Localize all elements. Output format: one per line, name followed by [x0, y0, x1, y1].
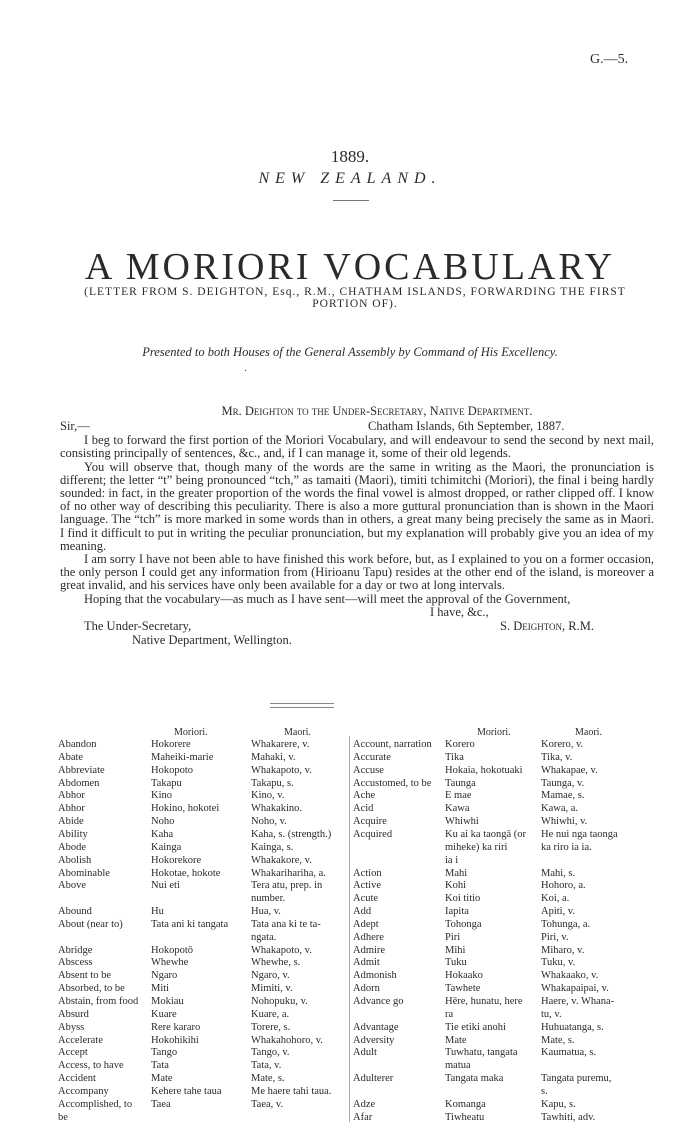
maori-word: Kapu, s. — [541, 1098, 576, 1110]
letter-heading: Mr. Deighton to the Under-Secretary, Native Department. — [221, 404, 533, 418]
moriori-word: E mae — [445, 790, 472, 802]
english-word: Adulterer — [353, 1073, 394, 1085]
maori-word: Mahaki, v. — [251, 751, 296, 763]
header-maori: Maori. — [575, 727, 602, 738]
section-divider — [270, 703, 334, 708]
english-word: Abdomen — [58, 777, 100, 789]
moriori-word: Hokorekore — [151, 854, 202, 866]
maori-word: Whakahohoro, v. — [251, 1034, 323, 1046]
english-word: Adze — [353, 1098, 376, 1110]
moriori-word: Whewhe — [151, 957, 189, 969]
english-word: Admit — [353, 957, 380, 969]
maori-word: Whakakore, v. — [251, 854, 312, 866]
maori-word: Mimiti, v. — [251, 983, 293, 995]
moriori-word: Tangata maka — [445, 1073, 504, 1085]
moriori-word: Kainga — [151, 841, 182, 853]
maori-word: Haere, v. Whana- — [541, 996, 615, 1007]
english-word: Adept — [353, 918, 379, 930]
english-word: Advantage — [353, 1021, 399, 1033]
moriori-word: Tuku — [445, 957, 467, 969]
maori-word: Tohunga, a. — [541, 918, 591, 930]
moriori-word: Mokiau — [151, 996, 184, 1007]
moriori-word: Mahi — [445, 867, 468, 879]
header-moriori: Moriori. — [477, 727, 511, 738]
english-word: Adversity — [353, 1034, 395, 1046]
maori-word: Tata, v. — [251, 1060, 282, 1072]
maori-word: number. — [251, 893, 286, 905]
moriori-word: Maheiki-marie — [151, 751, 214, 763]
divider — [333, 200, 369, 201]
maori-word: Tika, v. — [541, 751, 573, 763]
english-word: Acquire — [353, 816, 387, 828]
moriori-word: Hēre, hunatu, here — [445, 996, 523, 1007]
english-word: Accustomed, to be — [353, 777, 432, 789]
moriori-word: Mihi — [445, 944, 466, 956]
maori-word: s. — [541, 1085, 548, 1097]
moriori-word: Taea — [151, 1098, 171, 1110]
english-word: Adhere — [353, 931, 384, 943]
moriori-word: Mate — [445, 1034, 467, 1046]
maori-word: Kino, v. — [251, 790, 285, 802]
english-word: Acid — [353, 803, 374, 815]
maori-word: Hohoro, a. — [541, 880, 586, 892]
moriori-word: matua — [445, 1060, 471, 1072]
english-word: Admonish — [353, 970, 397, 982]
moriori-word: Kino — [151, 790, 172, 802]
moriori-word: Hokaako — [445, 970, 483, 982]
salutation: Sir,— — [60, 419, 90, 434]
moriori-word: Korero — [445, 739, 475, 750]
moriori-word: Whiwhi — [445, 816, 479, 828]
maori-word: Whakarere, v. — [251, 739, 310, 750]
country-heading: NEW ZEALAND. — [258, 170, 442, 187]
moriori-word: Tohonga — [445, 918, 482, 930]
presented-line: Presented to both Houses of the General Assembly by Command of His Excellency. — [142, 345, 558, 359]
subtitle: (LETTER FROM S. DEIGHTON, Esq., R.M., CHATHAM ISLANDS, FORWARDING THE FIRST PORTION OF). — [84, 286, 626, 310]
letter-salutation-line — [60, 420, 654, 434]
maori-word: Ngaro, v. — [251, 970, 290, 982]
english-word: Abide — [58, 816, 84, 828]
moriori-word: Piri — [445, 931, 461, 943]
maori-word: Noho, v. — [251, 816, 287, 828]
moriori-word: Tie etiki anohi — [445, 1021, 506, 1033]
letter-signoff — [60, 606, 654, 648]
english-word: be — [58, 1111, 68, 1123]
english-word: Abhor — [58, 790, 85, 802]
maori-word: Hua, v. — [251, 906, 281, 918]
letter-paragraph: Hoping that the vocabulary—as much as I have sent—will meet the approval of the Government, — [84, 591, 571, 606]
maori-word: Tangata puremu, — [541, 1073, 612, 1085]
maori-word: Taunga, v. — [541, 777, 585, 789]
moriori-word: Tata — [151, 1060, 169, 1072]
english-word: Above — [58, 880, 86, 892]
moriori-word: Kuare — [151, 1008, 177, 1020]
maori-word: Whewhe, s. — [251, 957, 301, 969]
maori-word: Piri, v. — [541, 931, 569, 943]
english-word: Abandon — [58, 739, 97, 750]
decorative-dot: · — [244, 366, 248, 377]
english-word: Acquired — [353, 828, 393, 840]
maori-word: Whakapoto, v. — [251, 944, 312, 956]
moriori-word: Komanga — [445, 1098, 486, 1110]
maori-word: Whiwhi, v. — [541, 816, 588, 828]
maori-word: Nohopuku, v. — [251, 996, 308, 1007]
moriori-word: Nui eti — [151, 880, 180, 892]
english-word: Abscess — [58, 957, 93, 969]
moriori-word: Noho — [151, 816, 175, 828]
english-word: Accomplished, to — [58, 1098, 133, 1110]
english-word: Abridge — [58, 944, 93, 956]
maori-word: Whakapaipai, v. — [541, 983, 609, 995]
maori-word: Mate, s. — [251, 1073, 285, 1085]
moriori-word: Miti — [151, 983, 170, 995]
moriori-word: Tawhete — [445, 983, 481, 995]
moriori-word: miheke) ka riri — [445, 841, 508, 853]
maori-word: Kaha, s. (strength.) — [251, 828, 332, 840]
moriori-word: Hokopoto — [151, 764, 193, 776]
maori-word: Tera atu, prep. in — [251, 880, 323, 892]
header-maori: Maori. — [284, 727, 311, 738]
moriori-word: Hokorere — [151, 739, 191, 750]
moriori-word: Hokino, hokotei — [151, 803, 220, 815]
maori-word: Miharo, v. — [541, 944, 585, 956]
maori-word: Huhuatanga, s. — [541, 1021, 604, 1033]
english-word: Accelerate — [58, 1034, 103, 1046]
maori-word: Torere, s. — [251, 1021, 291, 1033]
english-word: Abolish — [58, 854, 92, 866]
english-word: Absorbed, to be — [58, 983, 125, 995]
english-word: Add — [353, 906, 372, 918]
maori-word: ka riro ia ia. — [541, 841, 592, 853]
maori-word: Tawhiti, adv. — [541, 1111, 596, 1123]
english-word: Access, to have — [58, 1060, 124, 1072]
maori-word: Apiti, v. — [541, 906, 576, 918]
maori-word: Takapu, s. — [251, 777, 294, 789]
moriori-word: Kohi — [445, 880, 466, 892]
english-word: Accept — [58, 1047, 88, 1059]
english-word: Abominable — [58, 867, 110, 879]
maori-word: He nui nga taonga — [541, 828, 618, 840]
maori-word: Whakaako, v. — [541, 970, 599, 982]
english-word: About (near to) — [58, 918, 123, 930]
maori-word: Mamae, s. — [541, 790, 585, 802]
maori-word: tu, v. — [541, 1008, 562, 1020]
maori-word: Kainga, s. — [251, 841, 294, 853]
english-word: Accurate — [353, 751, 391, 763]
english-word: Abstain, from food — [58, 996, 139, 1007]
maori-word: Me haere tahi taua. — [251, 1085, 332, 1097]
english-word: Accuse — [353, 764, 384, 776]
maori-word: Whakapoto, v. — [251, 764, 312, 776]
moriori-word: Kawa — [445, 803, 470, 815]
moriori-word: Taunga — [445, 777, 476, 789]
maori-word: Kuare, a. — [251, 1008, 290, 1020]
moriori-word: Tika — [445, 751, 464, 763]
addressee-line-2: Native Department, Wellington. — [132, 632, 292, 647]
english-word: Active — [353, 880, 381, 892]
moriori-word: Hokohikihi — [151, 1034, 199, 1046]
english-word: Abode — [58, 841, 86, 853]
signature: S. Deighton, R.M. — [500, 618, 595, 633]
column-divider — [349, 736, 350, 1122]
year: 1889. — [330, 147, 370, 166]
maori-word: Tata ana ki te ta- — [251, 918, 321, 930]
english-word: Afar — [353, 1111, 373, 1123]
english-word: Absent to be — [58, 970, 112, 982]
moriori-word: Hokaia, hokotuaki — [445, 764, 523, 776]
page-code: G.—5. — [590, 52, 629, 67]
moriori-word: Mate — [151, 1073, 173, 1085]
maori-word: Tuku, v. — [541, 957, 576, 969]
english-word: Abhor — [58, 803, 85, 815]
moriori-word: ra — [445, 1008, 454, 1020]
maori-word: Mate, s. — [541, 1034, 575, 1046]
english-word: Action — [353, 867, 382, 879]
letter-paragraph: I beg to forward the first portion of the Moriori Vocabulary, and will endeavour to send the second by next mail, consisting principally of sentences, &c., and, if I can manage it, some of their old legends. — [60, 433, 654, 461]
english-word: Abyss — [58, 1021, 85, 1033]
english-word: Abbreviate — [58, 764, 105, 776]
moriori-word: Hu — [151, 906, 164, 918]
moriori-word: Takapu — [151, 777, 182, 789]
english-word: Absurd — [58, 1008, 89, 1020]
maori-word: Koi, a. — [541, 893, 570, 905]
header-moriori: Moriori. — [174, 727, 208, 738]
moriori-word: Tata ani ki tangata — [151, 918, 229, 930]
english-word: Advance go — [353, 996, 404, 1007]
letter — [60, 405, 654, 648]
english-word: Abate — [58, 751, 84, 763]
moriori-word: Rere kararo — [151, 1021, 201, 1033]
addressee-line-1: The Under-Secretary, — [84, 618, 192, 633]
moriori-word: Iapita — [445, 906, 469, 918]
english-word: Account, narration — [353, 739, 432, 750]
maori-word: Whakapae, v. — [541, 764, 598, 776]
english-word: Acute — [353, 893, 379, 905]
moriori-word: Tuwhatu, tangata — [445, 1047, 518, 1059]
moriori-word: Tiwheatu — [445, 1111, 485, 1123]
english-word: Abound — [58, 906, 92, 918]
english-word: Accident — [58, 1073, 96, 1085]
moriori-word: Kaha — [151, 828, 174, 840]
maori-word: Kawa, a. — [541, 803, 579, 815]
english-word: Adorn — [353, 983, 380, 995]
maori-word: ngata. — [251, 931, 277, 943]
moriori-word: Tango — [151, 1047, 178, 1059]
moriori-word: Koi titio — [445, 893, 481, 905]
english-word: Ability — [58, 828, 88, 840]
english-word: Ache — [353, 790, 376, 802]
moriori-word: Hokopotō — [151, 944, 193, 956]
letter-paragraph: I am sorry I have not been able to have finished this work before, but, as I explained to you on a former occasion, the only person I could get any information from (Hirioanu Tapu) resides at the other end of the island, is moreover a great invalid, and his services have only been available for a day or two at long intervals. — [60, 552, 654, 593]
closing: I have, &c., — [430, 604, 489, 619]
maori-word: Whakakino. — [251, 803, 303, 815]
maori-word: Kaumatua, s. — [541, 1047, 597, 1059]
moriori-word: Ku ai ka taongā (or — [445, 828, 527, 840]
english-word: Admire — [353, 944, 386, 956]
page-title: A MORIORI VOCABULARY — [84, 246, 616, 288]
moriori-word: ia i — [445, 854, 459, 866]
maori-word: Taea, v. — [251, 1098, 284, 1110]
moriori-word: Ngaro — [151, 970, 178, 982]
place-date: Chatham Islands, 6th September, 1887. — [368, 419, 565, 434]
english-word: Accompany — [58, 1085, 109, 1097]
maori-word: Korero, v. — [541, 739, 584, 750]
english-word: Adult — [353, 1047, 377, 1059]
moriori-word: Kehere tahe taua — [151, 1085, 222, 1097]
letter-paragraph: You will observe that, though many of the words are the same in writing as the Maori, the pronunciation is different; the letter “t” being pronounced “tch,” as tamaiti (Maori), timiti tchimitchi (Moriori), the final i being hardly sounded: in fact, in the greater proportion of the words the final vowel is almost dropped, or rather clipped off. I know of no other way of describing this peculiarity. There is also a more guttural pronunciation than is shown in the Maori language. The “tch” is more marked in some words than in others, a great many being precisely the same as in Maori. I find it difficult to put in writing the peculiar pronunciation, but my explanation will probably give you an idea of my meaning. — [60, 459, 654, 553]
maori-word: Tango, v. — [251, 1047, 290, 1059]
maori-word: Whakarihariha, a. — [251, 867, 326, 879]
maori-word: Mahi, s. — [541, 867, 576, 879]
moriori-word: Hokotae, hokote — [151, 867, 221, 879]
